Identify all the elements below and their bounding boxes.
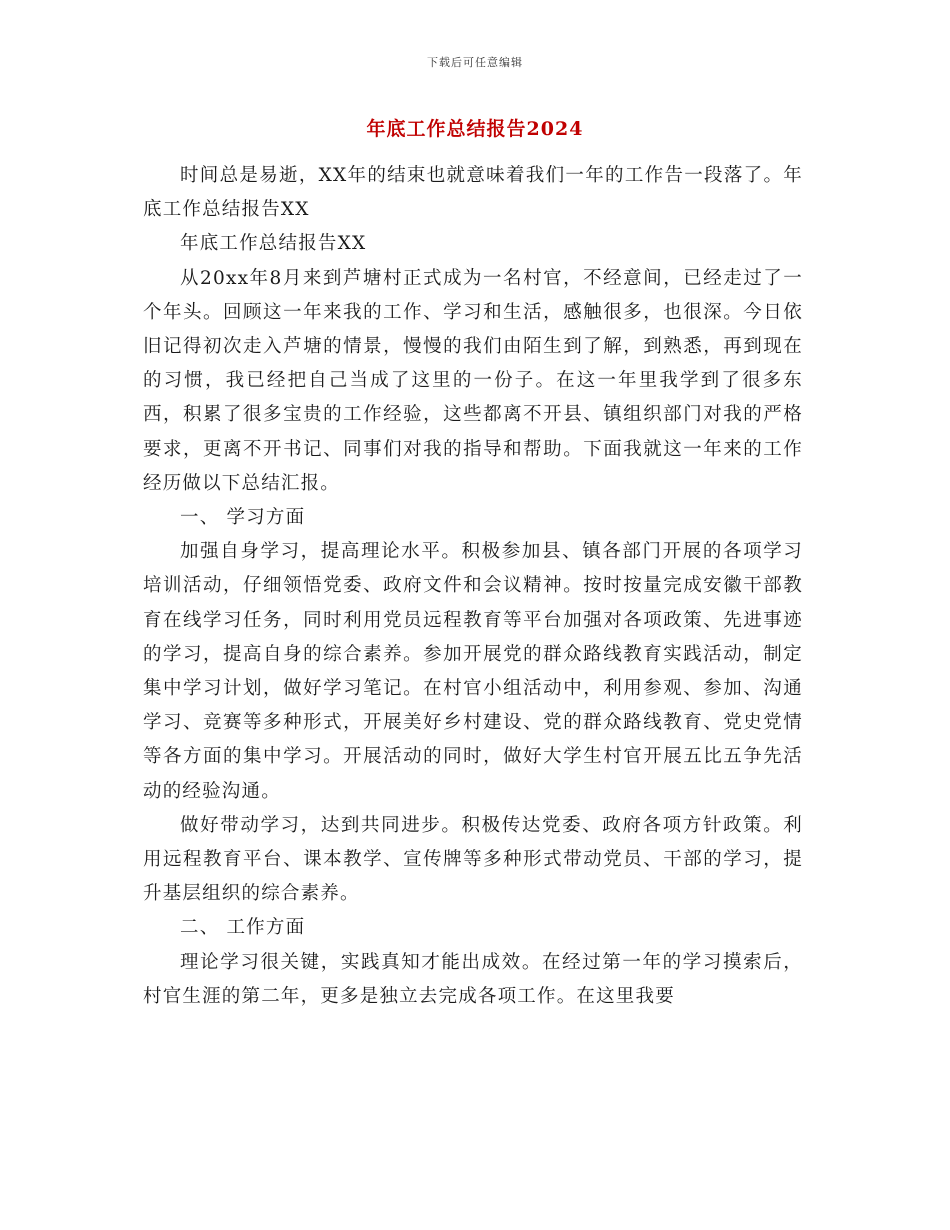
paragraph-intro: 时间总是易逝，XX年的结束也就意味着我们一年的工作告一段落了。年底工作总结报告XX — [143, 165, 803, 221]
header-note: 下载后可任意编辑 — [427, 56, 523, 69]
paragraph-subtitle: 年底工作总结报告XX — [180, 233, 367, 255]
paragraph-work-intro: 理论学习很关键，实践真知才能出成效。在经过第一年的学习摸索后，村官生涯的第二年，更多是独立去完成各项工作。在这里我要 — [143, 951, 803, 1007]
document-body — [143, 159, 803, 1014]
paragraph-overview: 从20xx年8月来到芦塘村正式成为一名村官，不经意间，已经走过了一个年头。回顾这一年来我的工作、学习和生活，感触很多，也很深。今日依旧记得初次走入芦塘的情景，慢慢的我们由陌生到了解，到熟悉，再到现在的习惯，我已经把自己当成了这里的一份子。在这一年里我学到了很多东西，积累了很多宝贵的工作经验，这些都离不开县、镇组织部门对我的严格要求，更离不开书记、同事们对我的指导和帮助。下面我就这一年来的工作经历做以下总结汇报。 — [143, 267, 803, 494]
section-heading-work: 二、 工作方面 — [180, 917, 306, 939]
document-title: 年底工作总结报告2024 — [366, 118, 584, 140]
paragraph-lead-study: 做好带动学习，达到共同进步。积极传达党委、政府各项方针政策。利用远程教育平台、课本教学、宣传牌等多种形式带动党员、干部的学习，提升基层组织的综合素养。 — [143, 814, 803, 905]
paragraph-self-study: 加强自身学习，提高理论水平。积极参加县、镇各部门开展的各项学习培训活动，仔细领悟党委、政府文件和会议精神。按时按量完成安徽干部教育在线学习任务，同时利用党员远程教育等平台加强对各项政策、先进事迹的学习，提高自身的综合素养。参加开展党的群众路线教育实践活动，制定集中学习计划，做好学习笔记。在村官小组活动中，利用参观、参加、沟通学习、竞赛等多种形式，开展美好乡村建设、党的群众路线教育、党史党情等各方面的集中学习。开展活动的同时，做好大学生村官开展五比五争先活动的经验沟通。 — [143, 541, 803, 802]
section-heading-study: 一、 学习方面 — [180, 507, 306, 529]
